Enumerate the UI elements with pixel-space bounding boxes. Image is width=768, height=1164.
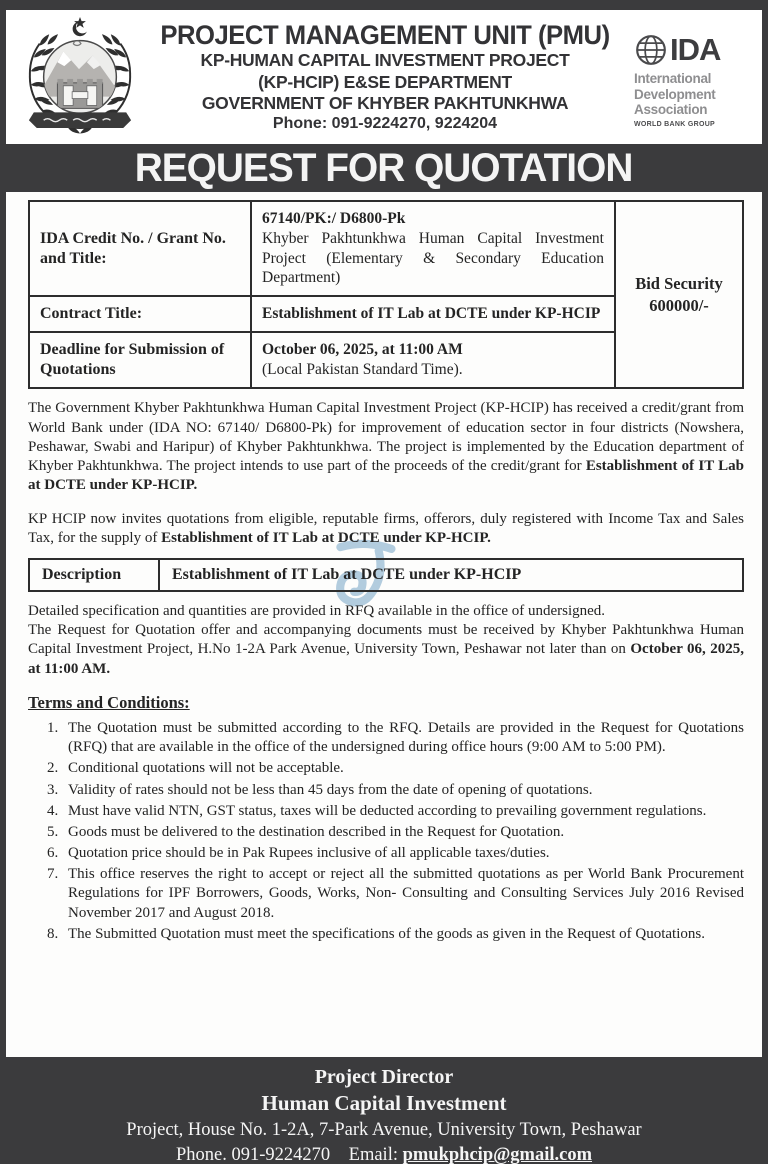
ida-acronym: IDA — [670, 32, 721, 68]
header-subtitle-2: (KP-HCIP) E&SE DEPARTMENT — [258, 71, 512, 92]
urdu-ribbon — [29, 112, 131, 128]
deadline-timezone: (Local Pakistan Standard Time). — [262, 361, 463, 379]
deadline-label: Deadline for Submission of Quotations — [29, 332, 251, 388]
header-phone: Phone: 091-9224270, 9224204 — [272, 115, 498, 133]
ida-line-3: Association — [634, 102, 708, 118]
list-item: 5. Goods must be delivered to the destination described in the Request for Quotation. — [62, 823, 744, 842]
credit-no-value-bold: 67140/PK:/ D6800-Pk — [262, 210, 406, 227]
document-body — [6, 192, 762, 1057]
header-subtitle-3: GOVERNMENT OF KHYBER PAKHTUNKHWA — [201, 93, 569, 114]
crescent-star-icon — [73, 17, 89, 36]
kp-government-emblem — [24, 14, 136, 141]
list-item: 2. Conditional quotations will not be acceptable. — [62, 759, 744, 778]
ida-line-2: Development — [634, 86, 716, 102]
header-subtitle-1: KP-HUMAN CAPITAL INVESTMENT PROJECT — [200, 50, 570, 71]
intro-paragraph — [28, 399, 744, 495]
list-item: 7. This office reserves the right to accept or reject all the submitted quotations as per World Bank Procurement Regulations for IPF Borrowers, Goods, Works, Non- Consulting and Consulting Services July 2016 Revised November 2017 and August 2018. — [62, 865, 744, 923]
terms-heading: Terms and Conditions: — [28, 692, 190, 712]
credit-no-value-text: Khyber Pakhtunkhwa Human Capital Investment Project (Elementary & Secondary Education Department) — [262, 229, 604, 287]
footer-contact — [0, 1143, 768, 1164]
deadline-date: October 06, 2025, at 11:00 AM — [262, 341, 463, 359]
bid-security-value: 600000/- — [649, 295, 709, 315]
kp-crest-icon — [24, 14, 136, 136]
footer-address: Project, House No. 1-2A, 7-Park Avenue, University Town, Peshawar — [126, 1120, 642, 1141]
list-item: 3. Validity of rates should not be less than 45 days from the date of opening of quotations. — [62, 781, 744, 800]
footer-email-label: Email: — [348, 1145, 403, 1164]
page-title: PROJECT MANAGEMENT UNIT (PMU) — [160, 19, 610, 50]
terms-list — [28, 719, 744, 944]
world-bank-group-tagline: WORLD BANK GROUP — [634, 120, 716, 128]
rfq-banner — [0, 144, 768, 192]
credit-no-value — [251, 201, 615, 296]
specification-paragraph: Detailed specification and quantities are provided in RFQ available in the office of undersigned. — [28, 603, 606, 620]
list-item: 4. Must have valid NTN, GST status, taxes will be deducted according to prevailing government regulations. — [62, 802, 744, 821]
footer-email: pmukphcip@gmail.com — [402, 1145, 592, 1164]
top-border-bar — [0, 0, 768, 10]
table-row-credit — [29, 201, 743, 296]
credit-no-label: IDA Credit No. / Grant No. and Title: — [29, 201, 251, 296]
submission-paragraph-text: The Request for Quotation offer and accompanying documents must be received by Khyber Pakhtunkhwa Human Capital Investment Project, H.No 1-2A Park Avenue, University Town, Peshawar not later than on — [28, 622, 744, 658]
submission-paragraph — [28, 621, 744, 679]
description-label: Description — [29, 559, 159, 591]
rfq-banner-title: REQUEST FOR QUOTATION — [135, 145, 633, 190]
list-item: 8. The Submitted Quotation must meet the specifications of the goods as given in the Request of Quotations. — [62, 925, 744, 944]
intro-paragraph-bold: Establishment of IT Lab at DCTE under KP-HCIP. — [28, 457, 744, 494]
header-titles — [136, 21, 634, 134]
invitation-paragraph-bold: Establishment of IT Lab at DCTE under KP-HCIP. — [161, 530, 491, 547]
contract-title-label: Contract Title: — [29, 296, 251, 332]
contract-title-value: Establishment of IT Lab at DCTE under KP-HCIP — [251, 296, 615, 332]
list-item: 1. The Quotation must be submitted according to the RFQ. Details are provided in the Request for Quotations (RFQ) that are available in the office of the undersigned during office hours (9:00 AM to 5:00 PM). — [62, 719, 744, 757]
footer-phone: Phone. 091-9224270 — [175, 1145, 331, 1164]
bid-security-cell — [615, 201, 743, 388]
list-item: 6. Quotation price should be in Pak Rupees inclusive of all applicable taxes/duties. — [62, 844, 744, 863]
submission-paragraph-bold: October 06, 2025, at 11:00 AM. — [28, 641, 744, 677]
footer-org-name: Human Capital Investment — [261, 1091, 507, 1115]
table-row-description — [29, 559, 743, 591]
deadline-value — [251, 332, 615, 388]
rfq-info-table — [28, 200, 744, 389]
footer-director-title: Project Director — [314, 1066, 454, 1088]
bid-security-label: Bid Security — [635, 274, 723, 294]
ida-line-1: International — [634, 71, 712, 87]
document-header — [6, 10, 762, 144]
ida-logo — [634, 26, 752, 128]
intro-paragraph-text: The Government Khyber Pakhtunkhwa Human Capital Investment Project (KP-HCIP) has received a credit/grant from World Bank under (IDA NO: 67140/ D6800-Pk) for improvement of education sector in four districts (Nowshera, Peshawar, Swabi and Haripur) of Khyber Pakhtunkhwa. The project is implemented by the Education department of Khyber Pakhtunkhwa. The project intends to use part of the proceeds of the credit/grant for — [28, 400, 744, 474]
description-table — [28, 558, 744, 592]
invitation-paragraph-text: KP HCIP now invites quotations from eligible, reputable firms, offerors, duly registered with Income Tax and Sales Tax, for the supply of — [28, 511, 744, 547]
invitation-paragraph — [28, 510, 744, 548]
globe-icon — [634, 33, 668, 67]
description-value: Establishment of IT Lab at DCTE under KP-HCIP — [159, 559, 743, 591]
document-footer — [0, 1057, 768, 1164]
